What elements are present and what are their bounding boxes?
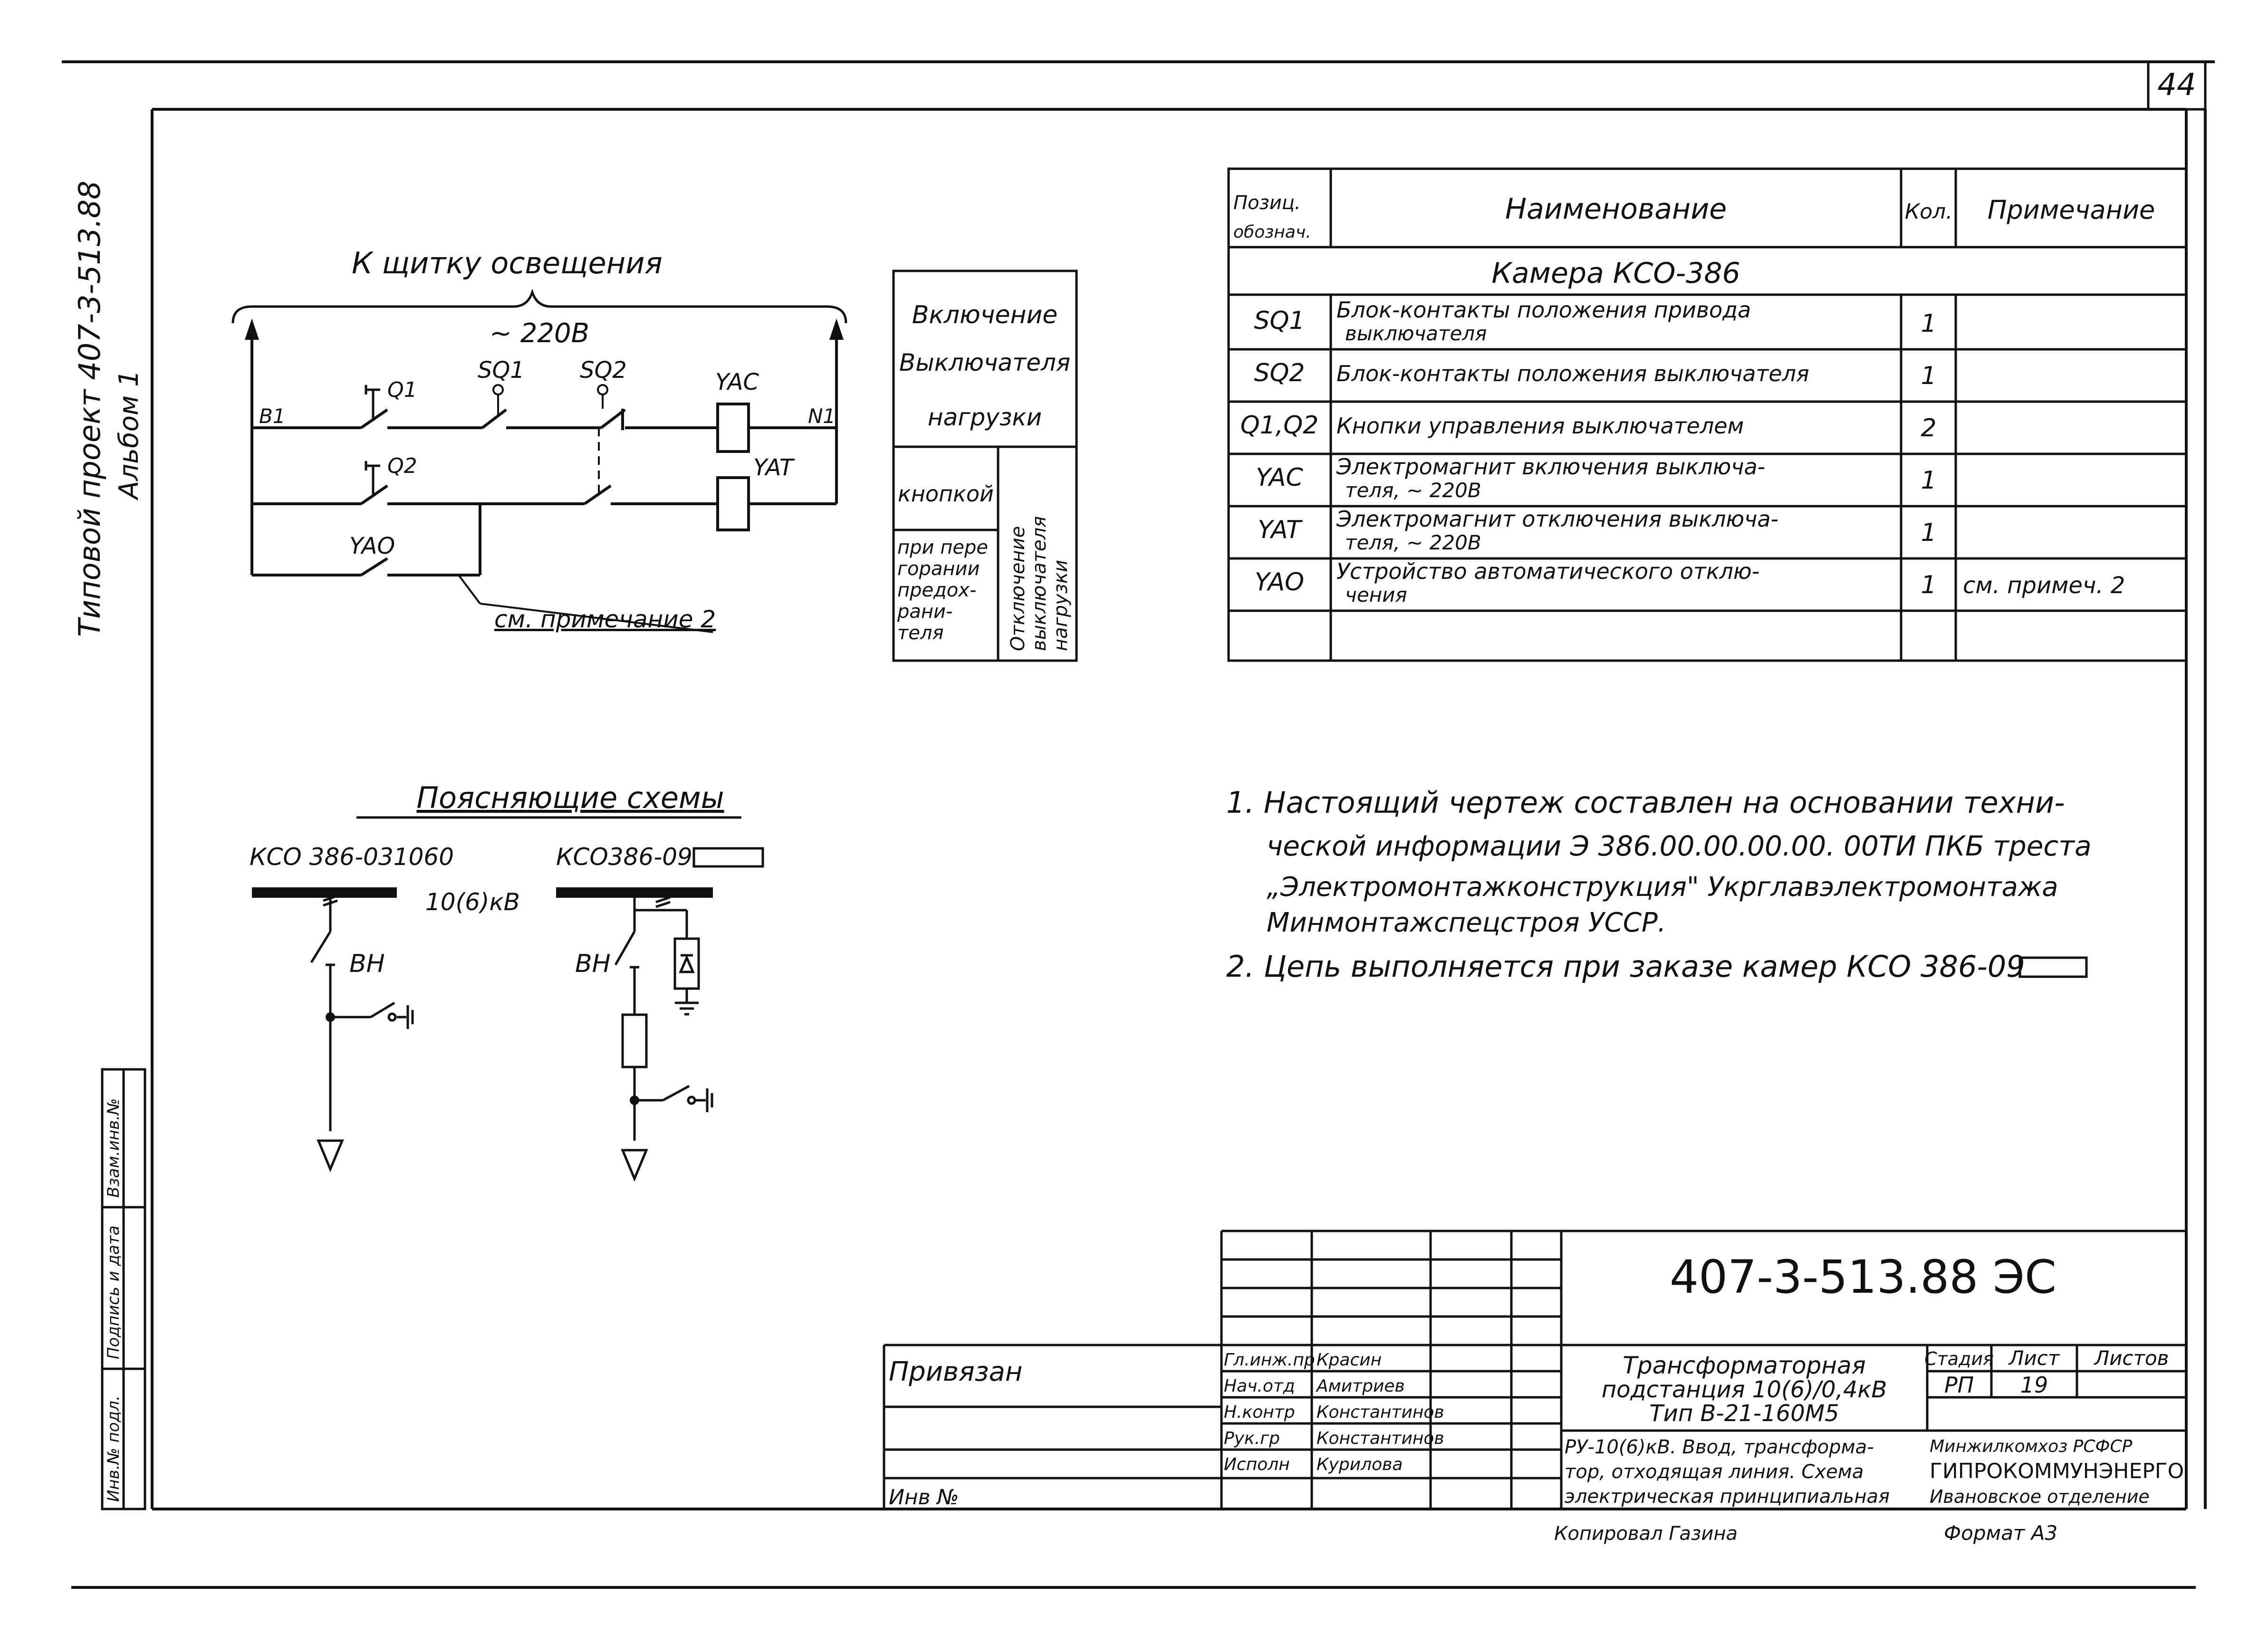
- spec-header-pos-1: Позиц.: [1233, 192, 1301, 214]
- spec-row-name: Электромагнит включения выключа-: [1336, 454, 1766, 480]
- sig-role: Нач.отд: [1224, 1376, 1295, 1396]
- label-b1: В1: [259, 404, 286, 428]
- org-3: Ивановское отделение: [1930, 1486, 2150, 1507]
- side-title: [72, 181, 144, 637]
- sheet-title-3: электрическая принципиальная: [1565, 1486, 1890, 1508]
- sheet-value: 19: [2020, 1372, 2048, 1398]
- page-number: 44: [2157, 67, 2196, 103]
- ft-col2-v2: выключателя: [1028, 516, 1050, 651]
- note-ref: см. примечание 2: [494, 606, 716, 633]
- note-box: [2020, 958, 2086, 977]
- sheet-title-2: тор, отходящая линия. Схема: [1565, 1461, 1864, 1483]
- stamp-podpis: Подпись и дата: [104, 1225, 123, 1359]
- spec-row-name: чения: [1345, 583, 1407, 606]
- ft-col2-v1: Отключение: [1007, 526, 1029, 651]
- sig-name: Константинов: [1317, 1403, 1444, 1422]
- ft-col1-b3: предох-: [897, 579, 977, 601]
- ft-col1-top: кнопкой: [898, 481, 994, 507]
- spec-row-qty: 1: [1921, 466, 1937, 495]
- voltage-label: ~ 220В: [490, 318, 590, 349]
- copied-by: Копировал Газина: [1554, 1523, 1738, 1545]
- project-title-1: Трансформаторная: [1623, 1352, 1866, 1379]
- left-cell-label: КСО 386-031060: [250, 843, 454, 871]
- inv-no: Инв №: [889, 1485, 959, 1509]
- sheets-header: Листов: [2094, 1346, 2169, 1370]
- spec-row-name: Устройство автоматического отклю-: [1336, 558, 1760, 584]
- spec-rows: [1240, 297, 2125, 606]
- label-yac: YAC: [715, 369, 759, 395]
- explain-title: Поясняющие схемы: [416, 780, 724, 815]
- notes: [1226, 785, 2092, 984]
- explain-schemes: [250, 780, 763, 1179]
- label-sq2: SQ2: [580, 357, 627, 384]
- right-switch-label: ВН: [575, 950, 611, 978]
- control-circuit: [233, 246, 846, 633]
- label-sq1: SQ1: [478, 357, 525, 384]
- spec-row-qty: 2: [1921, 414, 1937, 442]
- right-cell-label: КСО386-09: [556, 843, 692, 871]
- stage-value: РП: [1944, 1372, 1974, 1398]
- project-title-2: подстанция 10(6)/0,4кВ: [1601, 1376, 1887, 1403]
- label-n1: N1: [808, 404, 836, 428]
- spec-header-pos-2: обознач.: [1233, 222, 1311, 242]
- sig-name: Константинов: [1317, 1429, 1444, 1448]
- org-2: ГИПРОКОММУНЭНЕРГО: [1930, 1459, 2184, 1483]
- spec-header-note: Примечание: [1987, 195, 2155, 225]
- sig-name: Амитриев: [1317, 1376, 1405, 1396]
- spec-row-name: Блок-контакты положения привода: [1336, 297, 1751, 323]
- format: Формат А3: [1944, 1521, 2058, 1545]
- stamp-inv-podl: Инв.№ подл.: [104, 1395, 123, 1502]
- sig-role: Гл.инж.пр: [1224, 1350, 1315, 1370]
- note-line-3: „Электромонтажконструкция" Укрглавэлектромонтажа: [1267, 872, 2058, 903]
- left-switch-label: ВН: [349, 950, 385, 978]
- spec-row-pos: YAC: [1256, 463, 1303, 492]
- circuit-title: К щитку освещения: [352, 246, 663, 280]
- sig-role: Н.контр: [1224, 1403, 1295, 1422]
- label-yat: YAT: [753, 454, 794, 481]
- spec-row-name: Блок-контакты положения выключателя: [1336, 361, 1809, 386]
- spec-row-pos: SQ1: [1254, 307, 1305, 335]
- note-line-1: 1. Настоящий чертеж составлен на основании техни-: [1226, 785, 2065, 820]
- privyazan: Привязан: [889, 1356, 1023, 1387]
- ft-col1-b1: при пере: [897, 537, 989, 558]
- ft-col2-v3: нагрузки: [1050, 559, 1072, 651]
- spec-row-qty: 1: [1921, 309, 1937, 338]
- side-album-text: Альбом 1: [114, 370, 144, 499]
- sheet-header: Лист: [2009, 1346, 2060, 1370]
- spec-row-pos: YAT: [1258, 516, 1301, 544]
- spec-row-qty: 1: [1921, 519, 1937, 547]
- stage-header: Стадия: [1924, 1348, 1994, 1369]
- ft-header-3: нагрузки: [927, 404, 1042, 431]
- label-q2: Q2: [387, 454, 417, 478]
- right-label-box: [694, 848, 763, 866]
- spec-row-name: выключателя: [1345, 322, 1487, 345]
- stamp-vzam: Взам.инв.№: [104, 1098, 123, 1198]
- signature-rows: [1224, 1350, 1444, 1474]
- bus-voltage: 10(6)кВ: [425, 888, 520, 916]
- spec-header-name: Наименование: [1505, 192, 1727, 226]
- ft-col1-b4: рани-: [897, 601, 953, 623]
- sig-name: Курилова: [1317, 1455, 1403, 1474]
- note-line-5: 2. Цепь выполняется при заказе камер КСО 386-09: [1226, 949, 2025, 984]
- sheet-title-1: РУ-10(6)кВ. Ввод, трансформа-: [1565, 1436, 1874, 1458]
- spec-section: Камера КСО-386: [1491, 257, 1740, 290]
- spec-row-pos: SQ2: [1254, 359, 1305, 387]
- spec-row-note: см. примеч. 2: [1963, 572, 2125, 599]
- ft-col1-b5: теля: [897, 622, 944, 644]
- sig-role: Исполн: [1224, 1455, 1290, 1474]
- project-title-3: Тип В-21-160М5: [1649, 1400, 1839, 1427]
- label-q1: Q1: [387, 378, 417, 402]
- note-line-2: ческой информации Э 386.00.00.00.00. 00ТИ ПКБ треста: [1267, 830, 2092, 862]
- label-yao: YAO: [349, 533, 395, 559]
- spec-row-name: теля, ~ 220В: [1345, 479, 1481, 502]
- side-project-text: Типовой проект 407-3-513.88: [72, 181, 107, 637]
- sig-role: Рук.гр: [1224, 1429, 1280, 1448]
- spec-row-qty: 1: [1921, 362, 1937, 390]
- sheet-frame: [62, 62, 2215, 1587]
- doc-code: 407-3-513.88 ЭС: [1669, 1250, 2057, 1304]
- spec-row-name: Электромагнит отключения выключа-: [1336, 506, 1779, 532]
- spec-row-pos: Q1,Q2: [1240, 411, 1319, 440]
- spec-row-name: теля, ~ 220В: [1345, 531, 1481, 554]
- spec-header-qty: Кол.: [1904, 200, 1953, 224]
- org-1: Минжилкомхоз РСФСР: [1930, 1437, 2133, 1456]
- note-line-4: Минмонтажспецстроя УССР.: [1267, 907, 1666, 938]
- ft-header-2: Выключателя: [899, 349, 1071, 376]
- spec-row-name: Кнопки управления выключателем: [1336, 413, 1744, 439]
- spec-row-pos: YAO: [1254, 568, 1305, 596]
- spec-row-qty: 1: [1921, 571, 1937, 599]
- ft-col1-b2: горании: [897, 558, 980, 580]
- ft-header-1: Включение: [912, 301, 1058, 329]
- sig-name: Красин: [1317, 1350, 1382, 1370]
